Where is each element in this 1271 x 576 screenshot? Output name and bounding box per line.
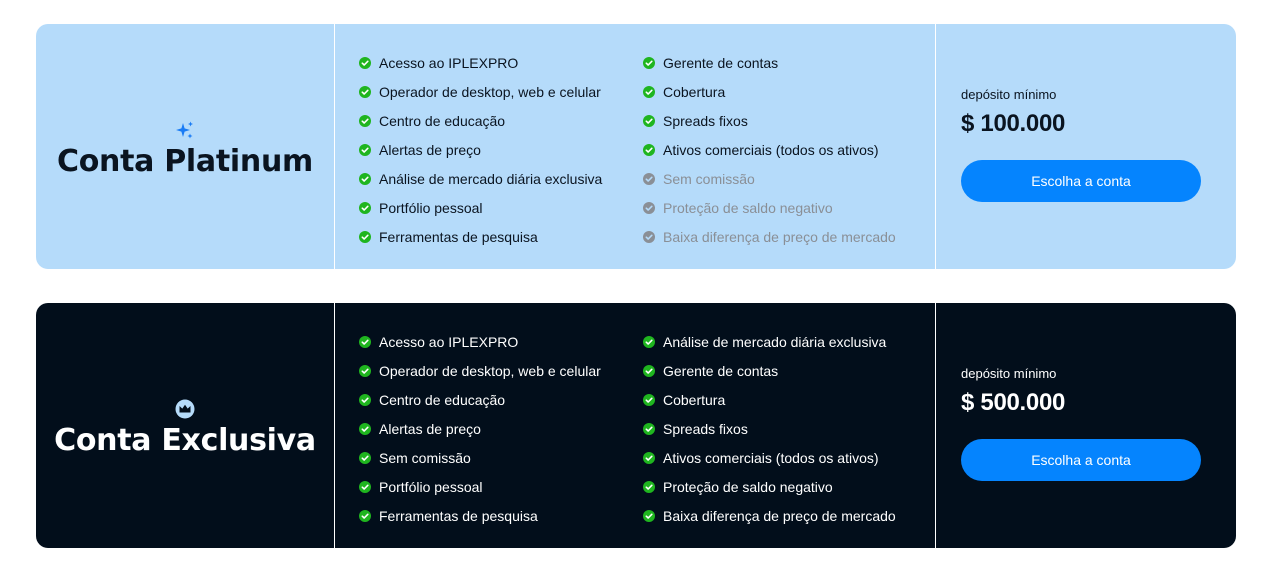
check-circle-icon [643, 115, 655, 127]
plan-features [335, 24, 936, 269]
feature-item: Centro de educação [359, 106, 643, 135]
plan-features [335, 303, 936, 548]
check-circle-icon [359, 365, 371, 377]
check-circle-icon [359, 173, 371, 185]
feature-item: Análise de mercado diária exclusiva [359, 164, 643, 193]
check-circle-icon [643, 423, 655, 435]
check-circle-icon [643, 394, 655, 406]
feature-item: Gerente de contas [643, 48, 933, 77]
feature-item: Gerente de contas [643, 356, 933, 385]
feature-item: Centro de educação [359, 385, 643, 414]
feature-item: Portfólio pessoal [359, 472, 643, 501]
check-circle-icon [643, 57, 655, 69]
deposit-amount: $ 100.000 [961, 110, 1066, 137]
feature-item: Ferramentas de pesquisa [359, 501, 643, 530]
check-circle-icon [643, 481, 655, 493]
check-circle-icon [359, 86, 371, 98]
feature-item: Ativos comerciais (todos os ativos) [643, 443, 933, 472]
plan-price-column [936, 24, 1236, 269]
feature-item: Acesso ao IPLEXPRO [359, 48, 643, 77]
plan-title-column [36, 24, 335, 269]
feature-item: Sem comissão [359, 443, 643, 472]
feature-item: Análise de mercado diária exclusiva [643, 327, 933, 356]
features-list-right [643, 327, 933, 548]
features-list-right [643, 48, 933, 269]
feature-item: Alertas de preço [359, 414, 643, 443]
feature-item: Operador de desktop, web e celular [359, 77, 643, 106]
check-circle-icon [643, 510, 655, 522]
check-circle-icon [643, 86, 655, 98]
deposit-label: depósito mínimo [961, 366, 1057, 381]
feature-item-disabled: Baixa diferença de preço de mercado [643, 222, 933, 251]
feature-item: Cobertura [643, 385, 933, 414]
feature-item-disabled: Sem comissão [643, 164, 933, 193]
plan-title-column [36, 303, 335, 548]
feature-item: Portfólio pessoal [359, 193, 643, 222]
check-circle-icon [359, 452, 371, 464]
choose-account-button[interactable]: Escolha a conta [961, 160, 1201, 202]
check-circle-icon [359, 144, 371, 156]
features-list-left [359, 327, 643, 548]
check-circle-disabled-icon [643, 231, 655, 243]
check-circle-icon [359, 423, 371, 435]
feature-item: Ativos comerciais (todos os ativos) [643, 135, 933, 164]
plan-title: Conta Platinum [57, 144, 313, 179]
feature-item: Spreads fixos [643, 414, 933, 443]
plan-card-exclusive [36, 303, 1236, 548]
check-circle-icon [643, 452, 655, 464]
check-circle-icon [359, 510, 371, 522]
sparkles-icon [175, 120, 195, 140]
feature-item: Alertas de preço [359, 135, 643, 164]
feature-item: Spreads fixos [643, 106, 933, 135]
feature-item: Cobertura [643, 77, 933, 106]
check-circle-icon [359, 336, 371, 348]
check-circle-icon [643, 365, 655, 377]
feature-item: Operador de desktop, web e celular [359, 356, 643, 385]
crown-icon [175, 399, 195, 419]
check-circle-icon [359, 481, 371, 493]
check-circle-icon [359, 115, 371, 127]
check-circle-disabled-icon [643, 173, 655, 185]
check-circle-disabled-icon [643, 202, 655, 214]
check-circle-icon [359, 394, 371, 406]
features-list-left [359, 48, 643, 269]
check-circle-icon [359, 57, 371, 69]
plan-price-column [936, 303, 1236, 548]
check-circle-icon [359, 202, 371, 214]
plan-card-platinum [36, 24, 1236, 269]
feature-item-disabled: Proteção de saldo negativo [643, 193, 933, 222]
choose-account-button[interactable]: Escolha a conta [961, 439, 1201, 481]
deposit-amount: $ 500.000 [961, 389, 1066, 416]
check-circle-icon [643, 144, 655, 156]
check-circle-icon [643, 336, 655, 348]
plan-title: Conta Exclusiva [54, 423, 316, 458]
feature-item: Proteção de saldo negativo [643, 472, 933, 501]
feature-item: Acesso ao IPLEXPRO [359, 327, 643, 356]
check-circle-icon [359, 231, 371, 243]
feature-item: Baixa diferença de preço de mercado [643, 501, 933, 530]
feature-item: Ferramentas de pesquisa [359, 222, 643, 251]
deposit-label: depósito mínimo [961, 87, 1057, 102]
